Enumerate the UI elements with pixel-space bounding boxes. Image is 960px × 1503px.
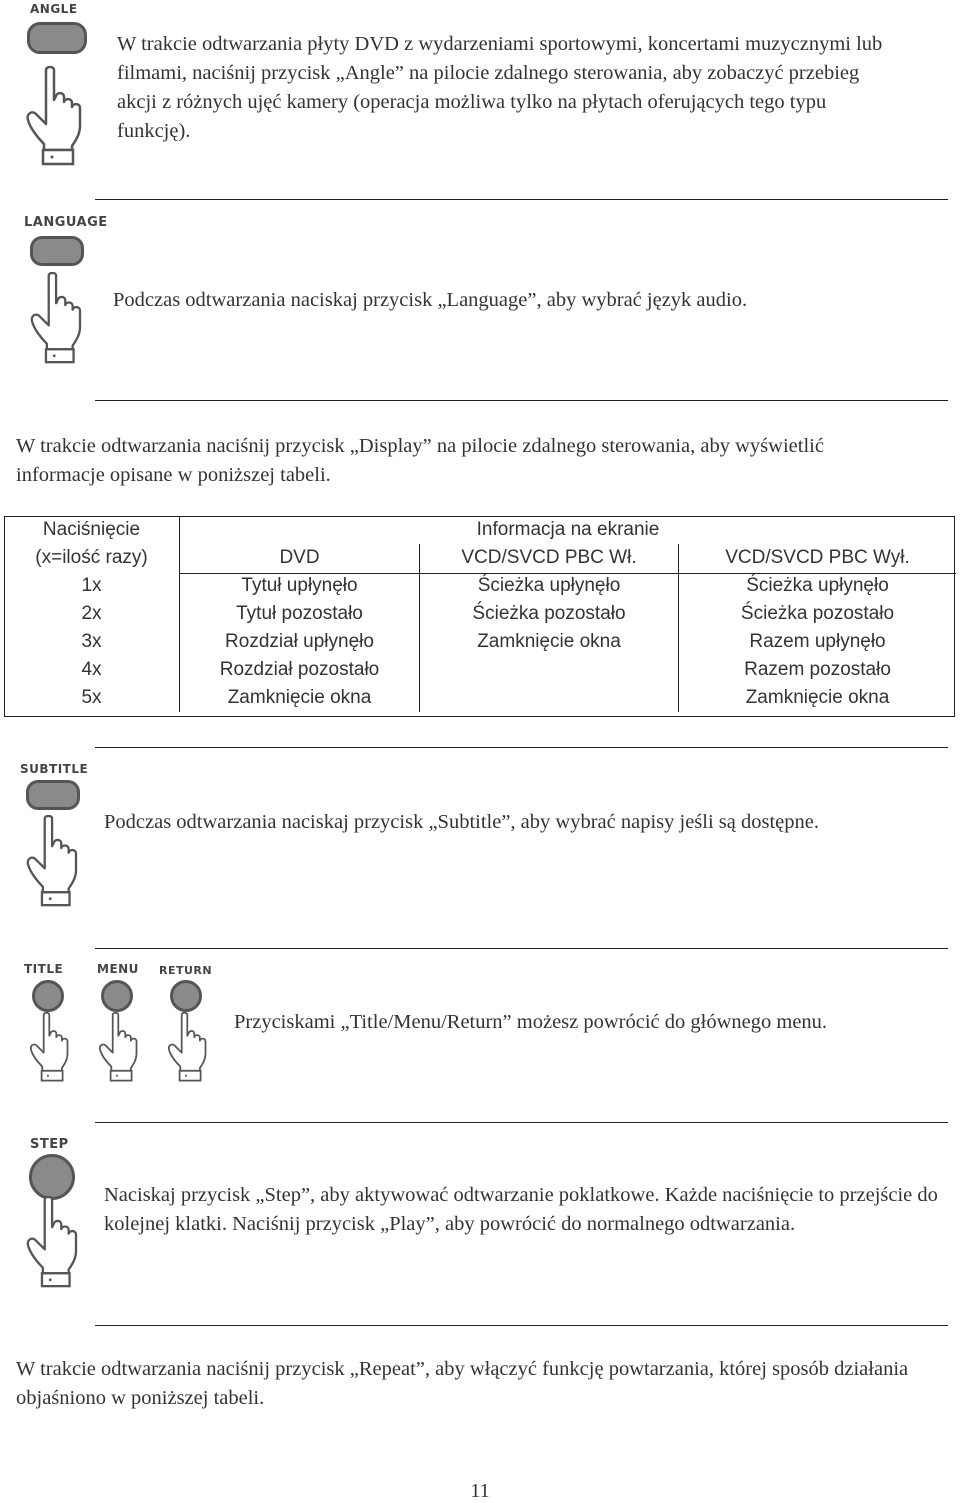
- subtitle-description: Podczas odtwarzania naciskaj przycisk „Subtitle”, aby wybrać napisy jeśli są dostępne.: [104, 811, 819, 833]
- cell-dvd: Tytuł pozostało: [180, 600, 420, 628]
- table-row: [4, 628, 956, 656]
- page-number: 11: [470, 1480, 490, 1502]
- header-info: Informacja na ekranie: [476, 519, 660, 540]
- cell-pbc-on: [420, 684, 679, 712]
- subtitle-button-icon: [26, 780, 80, 810]
- title-button-icon: [32, 980, 64, 1012]
- table-row: [4, 684, 956, 712]
- cell-pbc-off: Zamknięcie okna: [745, 687, 890, 708]
- cell-pbc-off: Ścieżka pozostało: [740, 603, 895, 624]
- table-row: [4, 572, 956, 600]
- cell-pbc-off: Razem pozostało: [744, 659, 891, 680]
- header-pbc-on: VCD/SVCD PBC Wł.: [420, 544, 679, 572]
- step-button-icon: [29, 1154, 75, 1200]
- cell-dvd: Zamknięcie okna: [180, 684, 420, 712]
- cell-pbc-on: Ścieżka upłynęło: [420, 572, 679, 600]
- language-button-label: LANGUAGE: [24, 215, 108, 230]
- step-description: Naciskaj przycisk „Step”, aby aktywować odtwarzanie poklatkowe. Każde naciśnięcie to przejście do kolejnej klatki. Naciśnij przycisk „Play”, aby powrócić do normalnego odtwarzania.: [104, 1184, 938, 1235]
- return-button-icon: [170, 980, 202, 1012]
- pointing-hand-icon: [26, 1012, 74, 1082]
- angle-description: W trakcie odtwarzania płyty DVD z wydarzeniami sportowymi, koncertami muzycznymi lub filmami, naciśnij przycisk „Angle” na pilocie zdalnego sterowania, aby zobaczyć przebieg akcji z różnych ujęć kamery (operacja możliwa tylko na płytach oferujących tego typu funkcję).: [117, 33, 883, 142]
- divider: [95, 400, 948, 401]
- step-button-label: STEP: [30, 1137, 69, 1152]
- divider: [95, 1122, 948, 1123]
- header-press-note: (x=ilość razy): [4, 544, 180, 572]
- cell-pbc-on: Zamknięcie okna: [420, 628, 679, 656]
- title-menu-return-description: Przyciskami „Title/Menu/Return” możesz powrócić do głównego menu.: [234, 1011, 828, 1033]
- menu-button-icon: [101, 980, 133, 1012]
- cell-press: 1x: [4, 572, 180, 600]
- pointing-hand-icon: [24, 1196, 82, 1288]
- header-pbc-off: VCD/SVCD PBC Wył.: [725, 547, 910, 568]
- return-button-label: RETURN: [159, 964, 213, 977]
- divider: [95, 948, 948, 949]
- cell-press: 2x: [4, 600, 180, 628]
- pointing-hand-icon: [26, 66, 84, 166]
- cell-dvd: Rozdział upłynęło: [180, 628, 420, 656]
- cell-dvd: Tytuł upłynęło: [180, 572, 420, 600]
- cell-press: 4x: [4, 656, 180, 684]
- cell-pbc-on: [420, 656, 679, 684]
- subtitle-button-label: SUBTITLE: [20, 762, 89, 776]
- header-press: Naciśnięcie: [4, 516, 180, 544]
- pointing-hand-icon: [24, 815, 82, 907]
- divider: [95, 1325, 948, 1326]
- display-description: W trakcie odtwarzania naciśnij przycisk „Display” na pilocie zdalnego sterowania, aby wyświetlić informacje opisane w poniższej tabeli.: [16, 435, 824, 486]
- repeat-description: W trakcie odtwarzania naciśnij przycisk „Repeat”, aby włączyć funkcję powtarzania, której sposób działania objaśniono w poniższej tabeli.: [16, 1358, 909, 1409]
- table-row: [4, 656, 956, 684]
- display-info-table: [4, 516, 956, 712]
- cell-pbc-on: Ścieżka pozostało: [420, 600, 679, 628]
- menu-button-label: MENU: [97, 962, 139, 976]
- table-row: [4, 600, 956, 628]
- language-description: Podczas odtwarzania naciskaj przycisk „Language”, aby wybrać język audio.: [113, 289, 748, 311]
- divider: [95, 199, 948, 200]
- pointing-hand-icon: [164, 1012, 212, 1082]
- pointing-hand-icon: [95, 1012, 143, 1082]
- cell-dvd: Rozdział pozostało: [180, 656, 420, 684]
- cell-pbc-off: Ścieżka upłynęło: [746, 575, 889, 596]
- cell-press: 5x: [4, 684, 180, 712]
- table-header-rule: [180, 573, 956, 574]
- angle-button-icon: [27, 22, 87, 54]
- language-button-icon: [30, 236, 84, 266]
- title-button-label: TITLE: [24, 962, 64, 976]
- cell-pbc-off: Razem upłynęło: [749, 631, 886, 652]
- pointing-hand-icon: [28, 272, 86, 364]
- cell-press: 3x: [4, 628, 180, 656]
- angle-button-label: ANGLE: [30, 2, 78, 16]
- divider: [95, 747, 948, 748]
- header-dvd: DVD: [180, 544, 420, 572]
